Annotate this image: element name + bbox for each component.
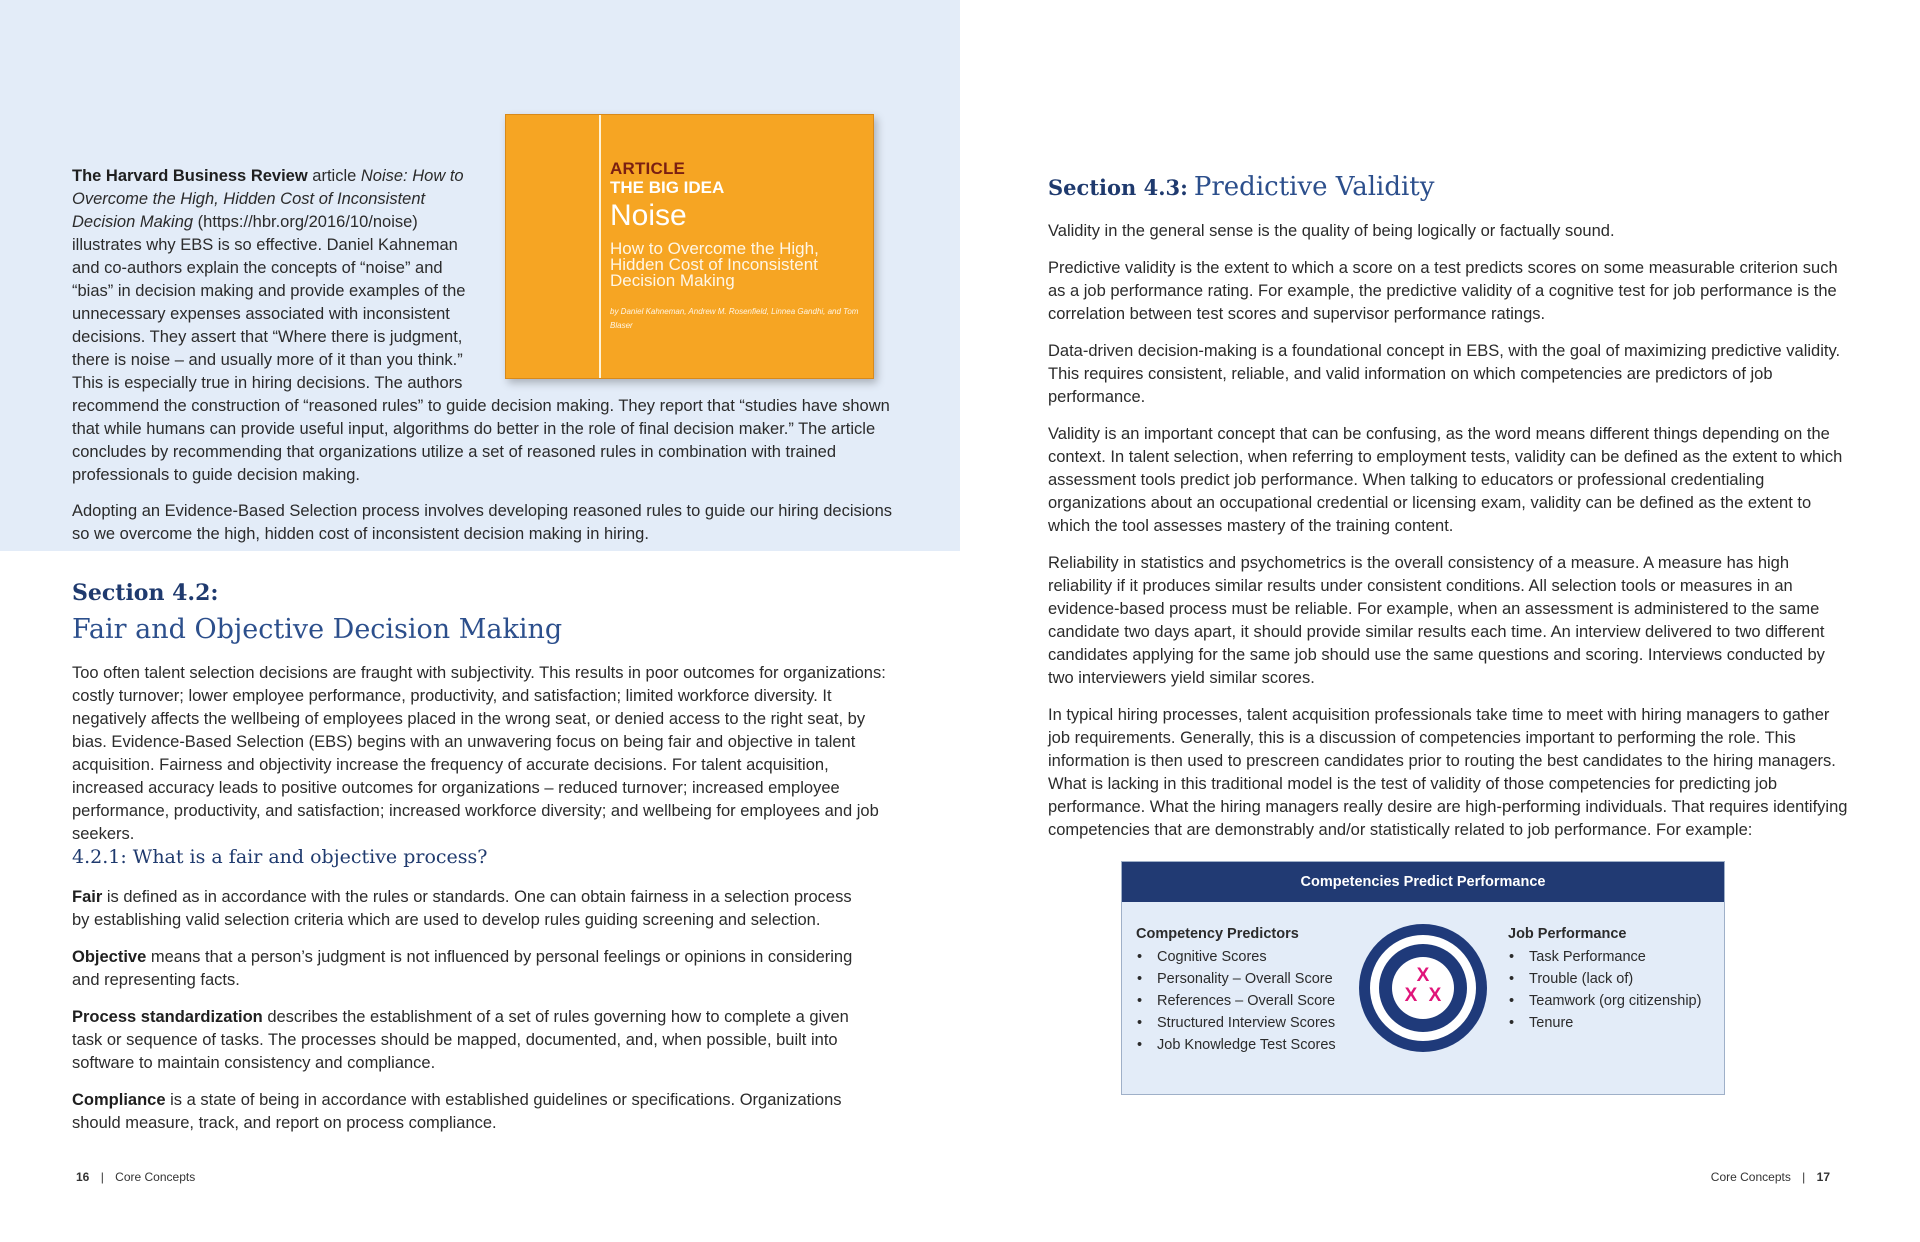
list-item: • Teamwork (org citizenship) <box>1508 990 1701 1012</box>
definition-process-standardization <box>72 1006 872 1075</box>
list-item: • Task Performance <box>1508 946 1701 968</box>
hbr-lead-text: article <box>307 167 361 185</box>
right-page-footer <box>1711 1170 1830 1184</box>
cover-series: THE BIG IDEA <box>610 178 725 197</box>
definition-objective <box>72 946 872 992</box>
definition-text: is a state of being in accordance with established guidelines or specifications. Organizations should measure, track, and report on process compliance. <box>72 1091 842 1132</box>
list-item: • Trouble (lack of) <box>1508 968 1701 990</box>
competency-predictors-heading: Competency Predictors <box>1136 926 1299 942</box>
target-mark: X <box>1404 985 1418 1006</box>
section-4-3-heading <box>1048 172 1434 202</box>
footer-separator: | <box>100 1170 104 1184</box>
list-item: • Structured Interview Scores <box>1136 1012 1336 1034</box>
footer-section: Core Concepts <box>115 1170 196 1184</box>
paragraph: Predictive validity is the extent to which a score on a test predicts scores on some measurable criterion such as a job performance rating. For example, the predictive validity of a cognitive test for job performance is the correlation between test scores and supervisor performance ratings. <box>1048 259 1838 323</box>
list-item: • Job Knowledge Test Scores <box>1136 1034 1336 1056</box>
list-item: • Tenure <box>1508 1012 1701 1034</box>
job-performance-list <box>1508 946 1701 1034</box>
cover-kicker: ARTICLE <box>610 159 686 178</box>
definitions-list <box>72 886 872 1149</box>
list-item: • References – Overall Score <box>1136 990 1336 1012</box>
definition-text: describes the establishment of a set of rules governing how to complete a given task or sequence of tasks. The processes should be mapped, documented, and, when possible, built into software to maintain consistency and compliance. <box>72 1008 849 1072</box>
section-4-3-title: Predictive Validity <box>1193 172 1435 202</box>
target-icon <box>1358 923 1488 1053</box>
cover-stripe <box>599 115 601 378</box>
job-performance-heading: Job Performance <box>1508 926 1627 942</box>
hbr-second-paragraph: Adopting an Evidence-Based Selection process involves developing reasoned rules to guide our hiring decisions so we overcome the high, hidden cost of inconsistent decision making in hiring. <box>72 502 893 543</box>
paragraph: In typical hiring processes, talent acquisition professionals take time to meet with hiring managers to gather job requirements. Generally, this is a discussion of competencies important to performing the role. This information is then used to prescreen candidates prior to routing the best candidates to the hiring managers. What is lacking in this traditional model is the test of validity of those competencies for predicting job performance. What the hiring managers really desire are high-performing individuals. That requires identifying competencies that are demonstrably and/or statistically related to job performance. For example: <box>1048 706 1848 839</box>
target-mark: X <box>1428 985 1442 1006</box>
paragraph: Reliability in statistics and psychometrics is the overall consistency of a measure. A measure has high reliability if it produces similar results under consistent conditions. All selection tools or measures in an evidence-based process must be reliable. For example, when an assessment is administered to the same candidate two days apart, it should provide similar results each time. An interview delivered to two different candidates applying for the same job should use the same questions and scoring. Interviews conducted by two interviewers yield similar scores. <box>1048 554 1825 687</box>
definition-text: is defined as in accordance with the rules or standards. One can obtain fairness in a selection process by establishing valid selection criteria which are used to develop rules guiding screening and selection. <box>72 888 852 929</box>
article-cover-image <box>505 114 874 379</box>
footer-separator: | <box>1802 1170 1806 1184</box>
footer-section: Core Concepts <box>1710 1170 1791 1184</box>
section-4-3-label: Section 4.3: <box>1048 175 1188 200</box>
job-performance-column <box>1508 926 1701 1034</box>
cover-title: Noise <box>610 199 687 232</box>
section-4-2-title: Fair and Objective Decision Making <box>72 614 563 645</box>
definition-term: Objective <box>72 948 147 966</box>
target-mark: X <box>1416 965 1430 986</box>
definition-term: Compliance <box>72 1091 166 1109</box>
hbr-article-title: Noise: How to Overcome the High, Hidden Cost of Inconsistent Decision Making <box>72 167 464 231</box>
cover-subtitle: How to Overcome the High, Hidden Cost of Inconsistent Decision Making <box>610 239 819 290</box>
definition-compliance <box>72 1089 872 1135</box>
hbr-lead-bold: The Harvard Business Review <box>72 167 308 185</box>
section-4-2-label: Section 4.2: <box>72 580 219 606</box>
section-4-2-intro-text: Too often talent selection decisions are fraught with subjectivity. This results in poor outcomes for organizations: costly turnover; lower employee performance, productivity, and satisfaction; limited workforce diversity. It negatively affects the wellbeing of employees placed in the wrong seat, or denied access to the right seat, by bias. Evidence-Based Selection (EBS) begins with an unwavering focus on being fair and objective in talent acquisition. Fairness and objectivity increase the frequency of accurate decisions. For talent acquisition, increased accuracy leads to positive outcomes for organizations – reduced turnover; increased employee performance, productivity, and satisfaction; increased workforce diversity; and wellbeing for employees and job seekers. <box>72 664 886 843</box>
cover-authors: by Daniel Kahneman, Andrew M. Rosenfield, Linnea Gandhi, and Tom Blaser <box>610 307 859 330</box>
definition-term: Fair <box>72 888 103 906</box>
subsection-4-2-1-title: 4.2.1: What is a fair and objective process? <box>72 846 488 868</box>
section-4-3-body <box>1048 220 1848 856</box>
competency-predictors-column <box>1136 926 1336 1056</box>
page-number: 16 <box>76 1170 90 1184</box>
paragraph: Validity in the general sense is the quality of being logically or factually sound. <box>1048 222 1615 240</box>
left-page-footer <box>76 1170 195 1184</box>
list-item: • Cognitive Scores <box>1136 946 1336 968</box>
page-number: 17 <box>1816 1170 1830 1184</box>
section-4-2-intro <box>72 662 902 859</box>
definition-term: Process standardization <box>72 1008 263 1026</box>
diagram-title: Competencies Predict Performance <box>1122 862 1724 902</box>
list-item: • Personality – Overall Score <box>1136 968 1336 990</box>
paragraph: Validity is an important concept that can be confusing, as the word means different things depending on the context. In talent selection, when referring to employment tests, validity can be defined as the extent to which assessment tools predict job performance. When talking to educators or professional credentialing organizations about an occupational credential or licensing exam, validity can be defined as the extent to which the tool assesses mastery of the training content. <box>1048 425 1843 535</box>
competency-predictors-list <box>1136 946 1336 1056</box>
definition-fair <box>72 886 872 932</box>
hbr-body: (https://hbr.org/2016/10/noise) illustrates why EBS is so effective. Daniel Kahneman and co-authors explain the concepts of “noise” and “bias” in decision making and provide examples of the unnecessary expenses associated with inconsistent decisions. They assert that “Where there is judgment, there is noise – and usually more of it than you think.” This is especially true in hiring decisions. The authors recommend the construction of “reasoned rules” to guide decision making. They report that “studies have shown that while humans can provide useful input, algorithms do better in the role of final decision maker.” The article concludes by recommending that organizations utilize a set of reasoned rules in combination with trained professionals to guide decision making. <box>72 213 890 484</box>
paragraph: Data-driven decision-making is a foundational concept in EBS, with the goal of maximizing predictive validity. This requires consistent, reliable, and valid information on which competencies are predictors of job performance. <box>1048 342 1841 406</box>
definition-text: means that a person’s judgment is not influenced by personal feelings or opinions in considering and representing facts. <box>72 948 853 989</box>
competencies-diagram <box>1121 861 1725 1095</box>
right-page <box>960 0 1920 1242</box>
